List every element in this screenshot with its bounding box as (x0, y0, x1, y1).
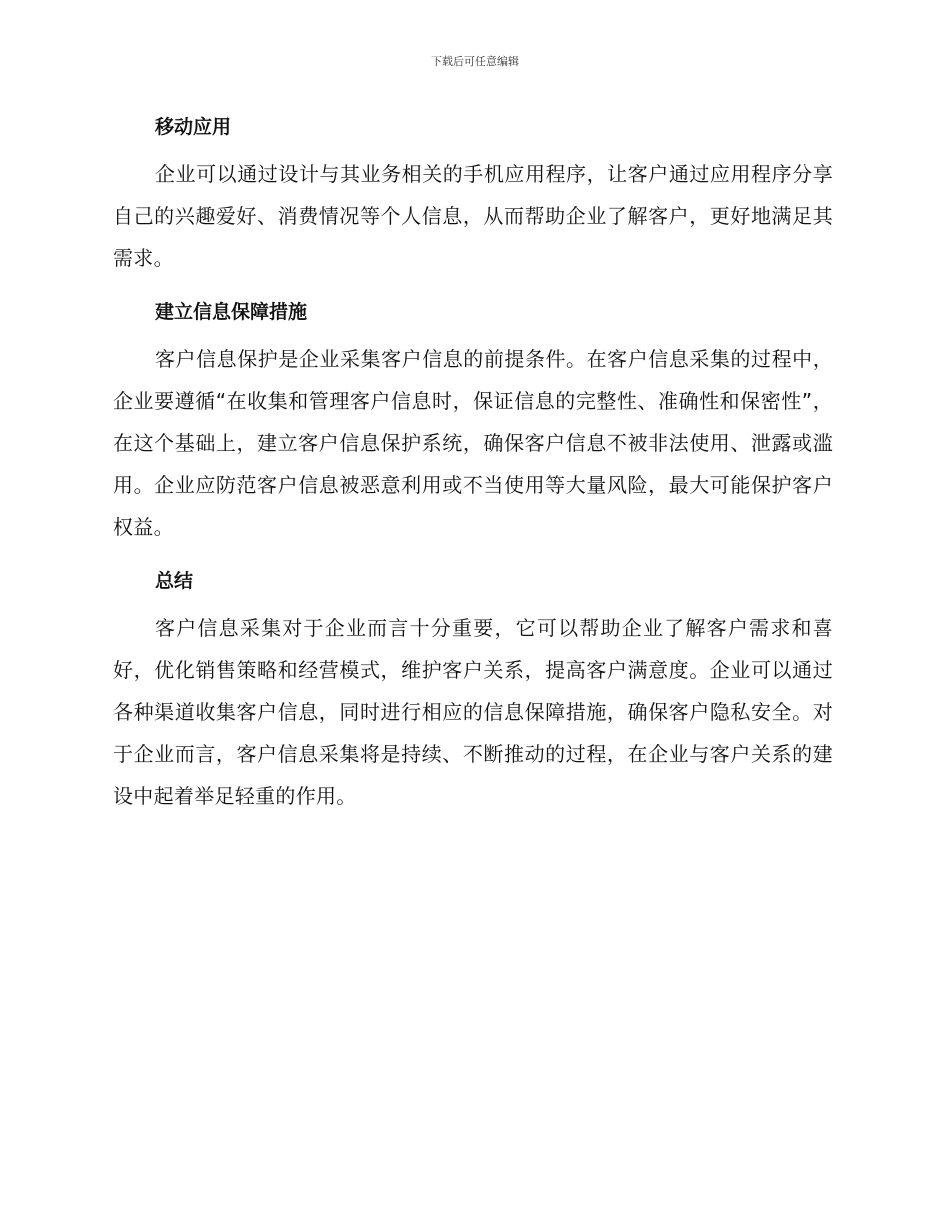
section-title-info-protection: 建立信息保障措施 (155, 301, 308, 323)
section-title-mobile-app: 移动应用 (155, 116, 232, 138)
section-title-summary: 总结 (155, 570, 194, 592)
section-paragraph-summary: 客户信息采集对于企业而言十分重要，它可以帮助企业了解客户需求和喜好，优化销售策略和经营模式，维护客户关系，提高客户满意度。企业可以通过各种渠道收集客户信息，同时进行相应的信息保障措施，确保客户隐私安全。对于企业而言，客户信息采集将是持续、不断推动的过程，在企业与客户关系的建设中起着举足轻重的作用。 (113, 616, 833, 808)
section-paragraph-info-protection: 客户信息保护是企业采集客户信息的前提条件。在客户信息采集的过程中，企业要遵循“在收集和管理客户信息时，保证信息的完整性、准确性和保密性”，在这个基础上，建立客户信息保护系统，确保客户信息不被非法使用、泄露或滥用。企业应防范客户信息被恶意利用或不当使用等大量风险，最大可能保护客户权益。 (113, 347, 833, 539)
page-header: 下载后可任意编辑 (431, 55, 519, 68)
section-paragraph-mobile-app: 企业可以通过设计与其业务相关的手机应用程序，让客户通过应用程序分享自己的兴趣爱好、消费情况等个人信息，从而帮助企业了解客户，更好地满足其需求。 (113, 162, 833, 270)
document-body (113, 111, 833, 834)
